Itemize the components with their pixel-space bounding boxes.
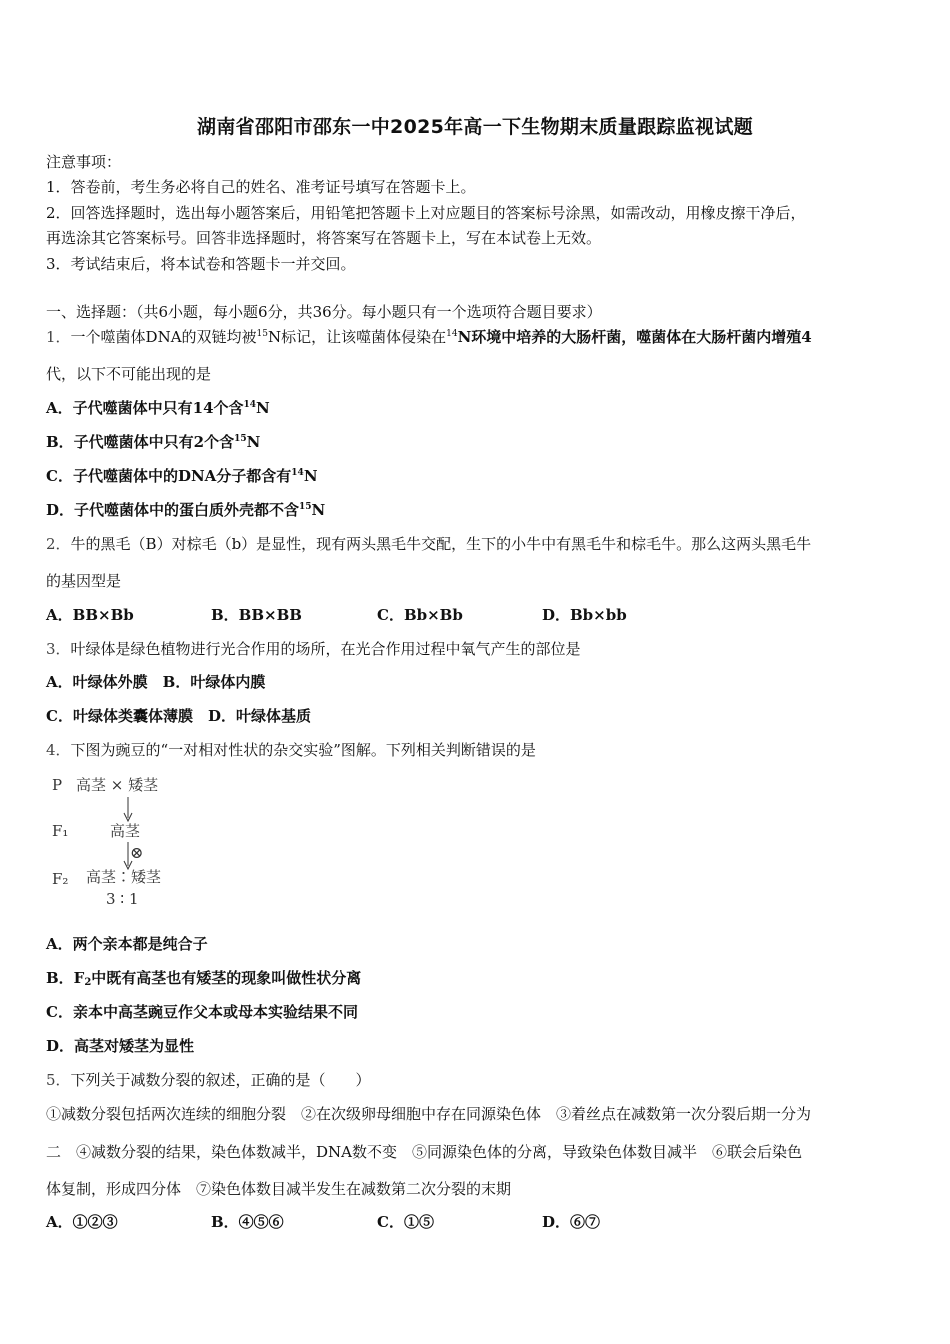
selfing-icon: ⊗ bbox=[130, 843, 144, 862]
question-5-stem bbox=[46, 1070, 371, 1090]
notice-item: 2．回答选择题时，选出每小题答案后，用铅笔把答题卡上对应题目的答案标号涂黑，如需改动，用橡皮擦干净后， bbox=[46, 204, 806, 222]
q5-option-b: B．④⑤⑥ bbox=[211, 1213, 284, 1231]
q2-option-a: A．BB×Bb bbox=[46, 606, 134, 624]
q4-option-d: D．高茎对矮茎为显性 bbox=[46, 1037, 195, 1055]
q1-text: 一个噬菌体DNA的双链均被 bbox=[70, 328, 257, 346]
q5-option-a: A．①②③ bbox=[46, 1213, 118, 1231]
q5-statements: 二 ④减数分裂的结果，染色体数减半，DNA数不变 ⑤同源染色体的分离，导致染色体数目减半 ⑥联会后染色 bbox=[46, 1143, 802, 1161]
superscript: 15 bbox=[234, 434, 247, 444]
q1-text: N环境中培养的大肠杆菌，噬菌体在大肠杆菌内增殖4 bbox=[457, 328, 812, 346]
option-text: A．子代噬菌体中只有14个含 bbox=[46, 399, 244, 417]
subscript: 2 bbox=[84, 977, 92, 988]
option-text: N bbox=[311, 501, 326, 519]
q1-option-d bbox=[46, 500, 325, 520]
superscript: 14 bbox=[243, 400, 257, 410]
q5-text: 下列关于减数分裂的叙述，正确的是（ ） bbox=[70, 1071, 371, 1089]
f1-text: 高茎 bbox=[110, 822, 141, 840]
q1-option-b bbox=[46, 432, 260, 452]
q4-text: 下图为豌豆的“一对相对性状的杂交实验”图解。下列相关判断错误的是 bbox=[70, 741, 536, 759]
option-text: N bbox=[256, 399, 270, 417]
option-text: D．子代噬菌体中的蛋白质外壳都不含 bbox=[46, 501, 300, 519]
question-number: 2． bbox=[46, 535, 71, 553]
q3-options-ab: A．叶绿体外膜 B．叶绿体内膜 bbox=[46, 673, 266, 691]
question-number: 3． bbox=[46, 640, 71, 658]
page-title: 湖南省邵阳市邵东一中2025年高一下生物期末质量跟踪监视试题 bbox=[197, 116, 753, 138]
option-text: N bbox=[246, 433, 261, 451]
question-1-stem-cont: 代，以下不可能出现的是 bbox=[46, 365, 212, 383]
notice-item: 3．考试结束后，将本试卷和答题卡一并交回。 bbox=[46, 255, 356, 273]
q1-text: N标记，让该噬菌体侵染在 bbox=[268, 328, 447, 346]
q4-option-c: C．亲本中高茎豌豆作父本或母本实验结果不同 bbox=[46, 1003, 358, 1021]
question-3-stem bbox=[46, 639, 581, 659]
q3-options-cd: C．叶绿体类囊体薄膜 D．叶绿体基质 bbox=[46, 707, 311, 725]
q2-text: 牛的黑毛（B）对棕毛（b）是显性，现有两头黑毛牛交配，生下的小牛中有黑毛牛和棕毛牛。那么这两头黑毛牛 bbox=[70, 535, 812, 553]
superscript: 14 bbox=[291, 468, 304, 478]
superscript: 14 bbox=[446, 329, 458, 339]
question-number: 4． bbox=[46, 741, 71, 759]
q5-option-c: C．①⑤ bbox=[377, 1213, 434, 1231]
option-text: B．F bbox=[46, 969, 85, 987]
q2-option-d: D．Bb×bb bbox=[542, 606, 627, 624]
q1-option-a bbox=[46, 398, 270, 418]
q2-option-b: B．BB×BB bbox=[211, 606, 302, 624]
option-text: N bbox=[303, 467, 318, 485]
notice-item: 再选涂其它答案标号。回答非选择题时，将答案写在答题卡上，写在本试卷上无效。 bbox=[46, 229, 602, 247]
question-number: 5． bbox=[46, 1071, 71, 1089]
section-heading: 一、选择题：（共6小题，每小题6分，共36分。每小题只有一个选项符合题目要求） bbox=[46, 303, 602, 321]
f2-ratio: 3 ∶ 1 bbox=[106, 890, 139, 908]
q4-option-b bbox=[46, 968, 361, 988]
q1-option-c bbox=[46, 466, 318, 486]
q3-text: 叶绿体是绿色植物进行光合作用的场所，在光合作用过程中氧气产生的部位是 bbox=[70, 640, 581, 658]
q5-statements: ①减数分裂包括两次连续的细胞分裂 ②在次级卵母细胞中存在同源染色体 ③着丝点在减数第一次分裂后期一分为 bbox=[46, 1105, 812, 1123]
cross-diagram bbox=[46, 772, 206, 912]
question-1-stem bbox=[46, 327, 812, 347]
option-text: C．子代噬菌体中的DNA分子都含有 bbox=[46, 467, 292, 485]
q5-statements: 体复制，形成四分体 ⑦染色体数目减半发生在减数第二次分裂的末期 bbox=[46, 1180, 512, 1198]
superscript: 15 bbox=[256, 329, 268, 339]
f2-label: F₂ bbox=[52, 870, 69, 888]
notice-item: 1．答卷前，考生务必将自己的姓名、准考证号填写在答题卡上。 bbox=[46, 178, 476, 196]
q2-option-c: C．Bb×Bb bbox=[377, 606, 463, 624]
option-text: 中既有高茎也有矮茎的现象叫做性状分离 bbox=[91, 969, 362, 987]
p-cross: 高茎 × 矮茎 bbox=[76, 776, 159, 794]
q4-option-a: A．两个亲本都是纯合子 bbox=[46, 935, 208, 953]
option-text: B．子代噬菌体中只有2个含 bbox=[46, 433, 235, 451]
question-number: 1． bbox=[46, 328, 71, 346]
p-label: P bbox=[52, 776, 63, 794]
q5-option-d: D．⑥⑦ bbox=[542, 1213, 601, 1231]
notice-heading: 注意事项： bbox=[46, 153, 122, 171]
f2-text: 高茎∶矮茎 bbox=[86, 868, 162, 886]
question-2-stem bbox=[46, 534, 811, 554]
question-4-stem bbox=[46, 740, 536, 760]
question-2-stem-cont: 的基因型是 bbox=[46, 572, 122, 590]
f1-label: F₁ bbox=[52, 822, 69, 840]
superscript: 15 bbox=[299, 502, 312, 512]
